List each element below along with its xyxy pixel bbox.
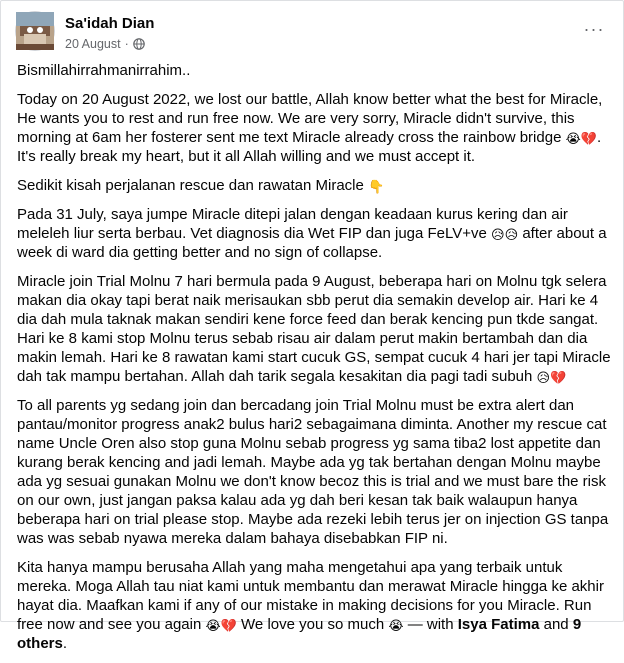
paragraph-text: Sedikit kisah perjalanan rescue dan rawatan Miracle xyxy=(17,177,364,194)
crying-emoji: 😭 xyxy=(388,619,404,634)
sad-heartbreak-emoji: 😥💔 xyxy=(536,371,567,386)
paragraph-rescue xyxy=(17,205,613,262)
tagged-others-link[interactable]: 9 others xyxy=(17,616,582,652)
more-options-icon[interactable]: ··· xyxy=(583,18,605,39)
crying-heartbreak-emoji: 😭💔 xyxy=(565,132,597,147)
paragraph-advice xyxy=(17,396,613,548)
paragraph-trial xyxy=(17,272,613,386)
paragraph-text: Pada 31 July, saya jumpe Miracle ditepi jalan dengan keadaan kurus kering dan air meleleh liur serta berbau. Vet diagnosis dia Wet FIP dan juga FeLV+ve xyxy=(17,206,568,242)
post-meta xyxy=(65,36,145,52)
post-date[interactable]: 20 August xyxy=(65,37,121,51)
paragraph-announcement xyxy=(17,90,613,166)
paragraph-text: To all parents yg sedang join dan bercadang join Trial Molnu must be extra alert dan pantau/monitor progress anak2 bulus hari2 sebagaimana diminta. Another my rescue cat name Uncle Oren also stop guna Molnu sebab progress yg sama tiba2 lost appetite dan kurang berak kencing and jadi lemah. Maybe ada yg tak bertahan dengan Molnu maybe ada yg sesuai gunakan Molnu we don't know becoz this is trial and we must bare the risk on our own, just jangan paksa kalau ada yg dah beri kesan tak baik walaupun hanya beberapa hari on trial please stop. Maybe ada rezeki lebih terus jer on injection GS tanpa was was sebab nyawa mereka dalam bahaya disebabkan FIP ni. xyxy=(17,397,609,547)
paragraph-text: Kita hanya mampu berusaha Allah yang maha mengetahui apa yang terbaik untuk mereka. Moga Allah tau niat kami untuk membantu dan merawat Miracle hingga ke akhir hayat dia. Maafkan kami if any of our mistake in making decisions for you Miracle. Run free now and see you again xyxy=(17,559,604,633)
paragraph-text: Bismillahirrahmanirrahim.. xyxy=(17,62,191,79)
sad-emoji: 😥😥 xyxy=(491,228,519,243)
post-body xyxy=(17,61,613,663)
paragraph-greeting xyxy=(17,61,613,80)
crying-heartbreak-emoji: 😭💔 xyxy=(205,619,237,634)
avatar[interactable] xyxy=(15,11,55,51)
paragraph-text: and xyxy=(543,616,569,633)
author-name[interactable]: Sa'idah Dian xyxy=(65,15,155,32)
paragraph-story-intro xyxy=(17,176,613,195)
pointing-down-emoji: 👇 xyxy=(368,180,385,195)
paragraph-text: . It's really break my heart, but it all Allah willing and we must accept it. xyxy=(17,129,602,165)
paragraph-text: Miracle join Trial Molnu 7 hari bermula pada 9 August, beberapa hari on Molnu tgk selera makan dia okay tapi berat naik merisaukan sbb perut dia semakin develop air. Hari ke 4 dia dah mula taknak makan sendiri kene force feed dan berak kencing pun tkde sangat. Hari ke 8 kami stop Molnu terus sebab risau air dalam perut makin bertambah dan dia makin lemah. Hari ke 8 rawatan kami start cucuk GS, sempat cucuk 4 hari jer tapi Miracle dah tak mampu bertahan. Allah dah tarik segala kesakitan dia pagi tadi subuh xyxy=(17,273,611,385)
paragraph-text: — with xyxy=(407,616,454,633)
meta-separator: · xyxy=(124,37,129,51)
tagged-user-link[interactable]: Isya Fatima xyxy=(457,616,540,633)
post-header xyxy=(15,11,611,55)
paragraph-text: Today on 20 August 2022, we lost our battle, Allah know better what the best for Miracle, He wants you to rest and run free now. We are very sorry, Miracle didn't survive, this morning at 6am her fosterer sent me text Miracle already cross the rainbow bridge xyxy=(17,91,603,146)
paragraph-text: . xyxy=(62,635,68,652)
paragraph-closing xyxy=(17,558,613,653)
globe-icon[interactable] xyxy=(133,38,145,50)
paragraph-text: We love you so much xyxy=(241,616,385,633)
avatar-image xyxy=(16,12,54,50)
paragraph-text: after about a week di ward dia getting better and no sign of collapse. xyxy=(17,225,607,261)
